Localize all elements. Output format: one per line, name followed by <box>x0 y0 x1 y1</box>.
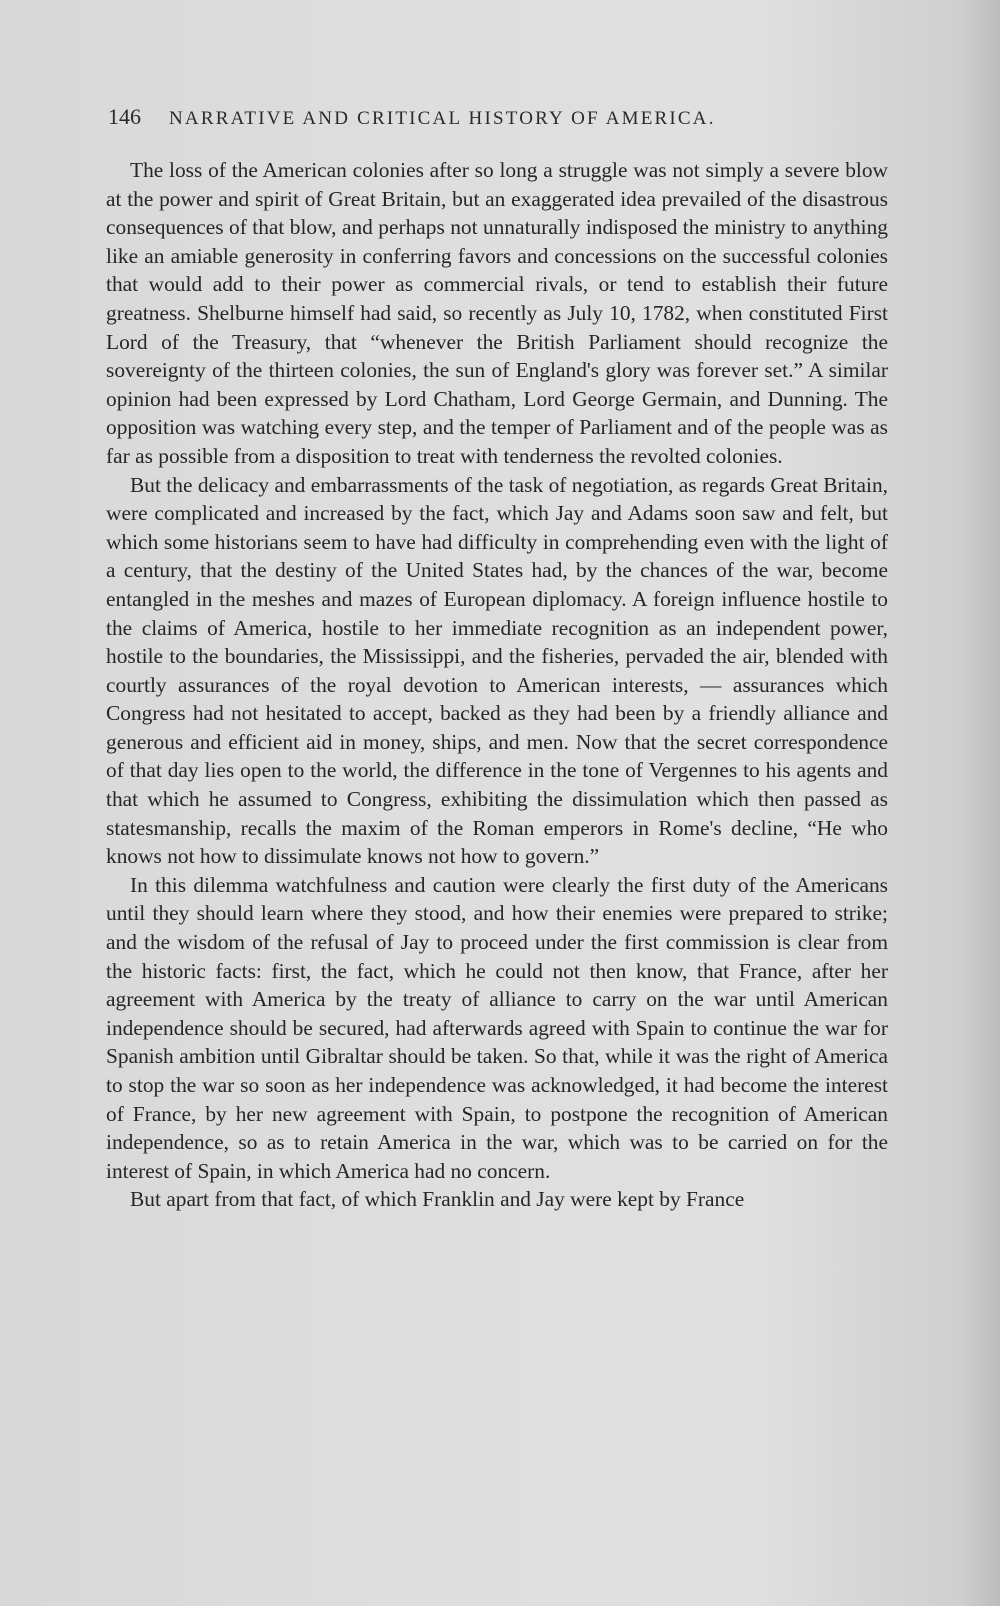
body-text <box>106 156 888 1214</box>
running-title: NARRATIVE AND CRITICAL HISTORY OF AMERICA. <box>169 108 716 129</box>
paragraph: The loss of the American colonies after so long a struggle was not simply a severe blow at the power and spirit of Great Britain, but an exaggerated idea prevailed of the disastrous consequences of that blow, and perhaps not unnaturally indisposed the ministry to anything like an amiable generosity in conferring favors and concessions on the successful colonies that would add to their power as commercial rivals, or tend to establish their future greatness. Shelburne himself had said, so recently as July 10, 1782, when constituted First Lord of the Treasury, that “whenever the British Parliament should recognize the sovereignty of the thirteen colonies, the sun of England's glory was forever set.” A similar opinion had been expressed by Lord Chatham, Lord George Germain, and Dunning. The opposition was watching every step, and the temper of Parliament and of the people was as far as possible from a disposition to treat with tenderness the revolted colonies. <box>106 158 888 468</box>
running-head <box>108 104 898 130</box>
paragraph: In this dilemma watchfulness and caution were clearly the first duty of the Americans until they should learn where they stood, and how their enemies were prepared to strike; and the wisdom of the refusal of Jay to proceed under the first commission is clear from the historic facts: first, the fact, which he could not then know, that France, after her agreement with America by the treaty of alliance to carry on the war until American independence should be secured, had afterwards agreed with Spain to continue the war for Spanish ambition until Gibraltar should be taken. So that, while it was the right of America to stop the war so soon as her independence was acknowledged, it had become the interest of France, by her new agreement with Spain, to postpone the recognition of American independence, so as to retain America in the war, which was to be carried on for the interest of Spain, in which America had no concern. <box>106 872 888 1183</box>
paragraph: But apart from that fact, of which Franklin and Jay were kept by France <box>130 1187 745 1212</box>
paragraph: But the delicacy and embarrassments of the task of negotiation, as regards Great Britain, were complicated and increased by the fact, which Jay and Adams soon saw and felt, but which some historians seem to have had difficulty in comprehending even with the light of a century, that the destiny of the United States had, by the chances of the war, become entangled in the meshes and mazes of European diplomacy. A foreign influence hostile to the claims of America, hostile to her immediate recognition as an independent power, hostile to the boundaries, the Mississippi, and the fisheries, pervaded the air, blended with courtly assurances of the royal devotion to American interests, — assurances which Congress had not hesitated to accept, backed as they had been by a friendly alliance and generous and efficient aid in money, ships, and men. Now that the secret correspondence of that day lies open to the world, the difference in the tone of Vergennes to his agents and that which he assumed to Congress, exhibiting the dissimulation which then passed as statesmanship, recalls the maxim of the Roman emperors in Rome's decline, “He who knows not how to dissimulate knows not how to govern.” <box>106 472 888 869</box>
page-number: 146 <box>108 104 141 129</box>
